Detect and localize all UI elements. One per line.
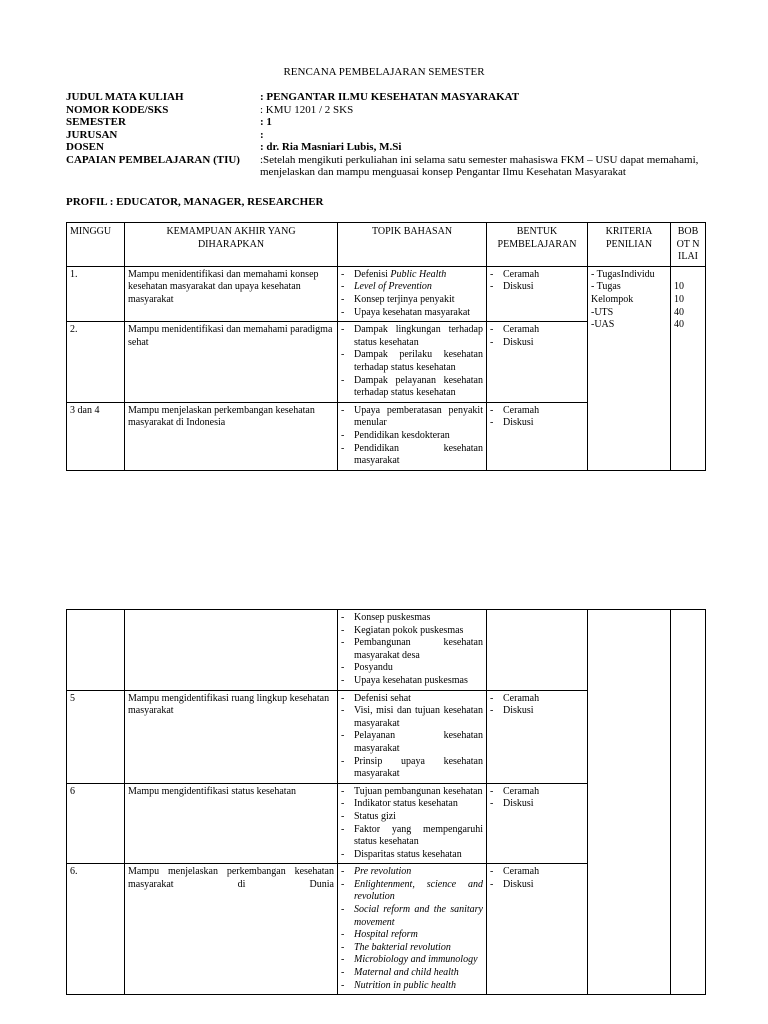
info-label: NOMOR KODE/SKS	[66, 103, 169, 116]
cell-kemampuan: Mampu menidentifikasi dan memahami konsep kesehatan masyarakat dan upaya kesehatan masyarakat	[125, 266, 338, 321]
topic-text: Defenisi sehat	[354, 692, 411, 704]
topic-item	[341, 866, 483, 879]
profile-line: PROFIL : EDUCATOR, MANAGER, RESEARCHER	[66, 196, 324, 208]
header-bobot: BOBOT NILAI	[671, 223, 706, 267]
learning-form-text: Ceramah	[503, 268, 540, 280]
topic-text: Dampak lingkungan terhadap status kesehatan	[354, 324, 483, 348]
learning-form-text: Diskusi	[503, 878, 534, 890]
topic-text: Konsep terjinya penyakit	[354, 293, 455, 305]
cell-topik	[338, 610, 487, 691]
table-row	[67, 610, 706, 691]
topic-item	[341, 349, 483, 374]
cell-minggu: 2.	[67, 322, 125, 403]
topic-item	[341, 625, 483, 638]
topic-text: Status gizi	[354, 810, 396, 822]
topic-item	[341, 294, 483, 307]
learning-form-item	[490, 281, 584, 294]
cell-topik	[338, 690, 487, 783]
info-label: DOSEN	[66, 141, 104, 153]
info-row	[66, 141, 716, 154]
topic-text: Upaya kesehatan puskesmas	[354, 674, 468, 686]
cell-bentuk	[487, 690, 588, 783]
cell-bentuk	[487, 322, 588, 403]
cell-minggu	[67, 610, 125, 691]
dash: -	[490, 705, 494, 717]
topic-italic: Microbiology and immunology	[354, 954, 478, 966]
topic-item	[341, 637, 483, 662]
topic-item	[341, 324, 483, 349]
dash: -	[490, 692, 494, 704]
info-value: : PENGANTAR ILMU KESEHATAN MASYARAKAT	[260, 91, 520, 103]
info-value: :	[260, 128, 264, 141]
topic-item	[341, 798, 483, 811]
cell-minggu: 5	[67, 690, 125, 783]
cell-topik	[338, 266, 487, 321]
cell-minggu: 6	[67, 783, 125, 864]
topic-item	[341, 675, 483, 688]
learning-form-item	[490, 866, 584, 879]
learning-form-list	[490, 786, 584, 811]
cell-minggu: 3 dan 4	[67, 402, 125, 470]
topic-text: Pembangunan kesehatan masyarakat desa	[354, 637, 483, 661]
learning-form-text: Ceramah	[503, 324, 540, 336]
topic-list	[341, 693, 483, 781]
topic-text: Pelayanan kesehatan masyarakat	[354, 730, 483, 754]
criteria-weight: 10	[674, 293, 684, 305]
cell-topik	[338, 322, 487, 403]
cell-topik	[338, 864, 487, 995]
dash: -	[490, 785, 494, 797]
topic-item	[341, 612, 483, 625]
dash: -	[490, 336, 494, 348]
learning-form-item	[490, 417, 584, 430]
learning-form-item	[490, 693, 584, 706]
topic-text: Pendidikan kesehatan masyarakat	[354, 442, 483, 467]
topic-text: Posyandu	[354, 662, 393, 674]
cell-topik	[338, 402, 487, 470]
topic-italic: Nutrition in public health	[354, 979, 456, 991]
cell-minggu: 1.	[67, 266, 125, 321]
topic-item	[341, 929, 483, 942]
topic-item	[341, 693, 483, 706]
criteria-weight: 10	[674, 281, 684, 293]
learning-form-text: Diskusi	[503, 336, 534, 348]
header-kriteria: KRITERIA PENILIAN	[588, 223, 671, 267]
info-label: SEMESTER	[66, 116, 126, 128]
topic-item	[341, 405, 483, 430]
topic-list	[341, 866, 483, 992]
info-label: JURUSAN	[66, 128, 118, 141]
learning-form-item	[490, 786, 584, 799]
cell-bobot	[671, 266, 706, 470]
topic-text: Dampak pelayanan kesehatan terhadap status kesehatan	[354, 374, 483, 399]
course-info	[66, 91, 716, 179]
dash: -	[490, 404, 494, 416]
topic-item	[341, 730, 483, 755]
topic-text: Tujuan pembangunan kesehatan	[354, 785, 483, 797]
cell-bentuk	[487, 864, 588, 995]
header-topik: TOPIK BAHASAN	[338, 223, 487, 267]
learning-form-item	[490, 798, 584, 811]
topic-text: Pendidikan kesdokteran	[354, 429, 450, 441]
topic-item	[341, 824, 483, 849]
topic-item	[341, 443, 483, 468]
rps-table-part-1	[66, 222, 706, 471]
learning-form-list	[490, 269, 584, 294]
dash: -	[490, 281, 494, 293]
cell-kriteria	[588, 266, 671, 470]
learning-form-list	[490, 405, 584, 430]
topic-item	[341, 375, 483, 400]
topic-item	[341, 904, 483, 929]
cell-bentuk	[487, 783, 588, 864]
topic-item	[341, 811, 483, 824]
topic-italic: Pre revolution	[354, 866, 412, 878]
topic-text: Upaya pemberatasan penyakit menular	[354, 404, 483, 429]
cell-bentuk	[487, 266, 588, 321]
topic-text: Konsep puskesmas	[354, 612, 431, 623]
topic-text: Faktor yang mempengaruhi status kesehatan	[354, 823, 483, 848]
learning-form-text: Diskusi	[503, 281, 534, 293]
topic-item	[341, 269, 483, 282]
cell-kemampuan	[125, 610, 338, 691]
topic-item	[341, 980, 483, 993]
cell-bentuk	[487, 610, 588, 691]
learning-form-text: Ceramah	[503, 866, 540, 878]
topic-text: Defenisi	[354, 268, 391, 280]
topic-text: Prinsip upaya kesehatan masyarakat	[354, 755, 483, 780]
dash: -	[490, 866, 494, 878]
learning-form-item	[490, 337, 584, 350]
info-label: CAPAIAN PEMBELAJARAN (TIU)	[66, 153, 240, 166]
topic-item	[341, 942, 483, 955]
cell-kriteria	[588, 610, 671, 995]
info-row	[66, 154, 716, 179]
info-row	[66, 116, 716, 129]
document-title: RENCANA PEMBELAJARAN SEMESTER	[283, 66, 485, 78]
cell-kemampuan: Mampu menjelaskan perkembangan kesehatan masyarakat di Dunia	[125, 864, 338, 995]
cell-kemampuan: Mampu menidentifikasi dan memahami paradigma sehat	[125, 322, 338, 403]
topic-italic: Public Health	[390, 268, 447, 280]
header-kemampuan: KEMAMPUAN AKHIR YANG DIHARAPKAN	[125, 223, 338, 267]
table-row	[67, 266, 706, 321]
info-row	[66, 129, 716, 142]
cell-topik	[338, 783, 487, 864]
learning-form-item	[490, 405, 584, 418]
topic-list	[341, 612, 483, 688]
learning-form-text: Diskusi	[503, 705, 534, 717]
cell-minggu: 6.	[67, 864, 125, 995]
topic-item	[341, 879, 483, 904]
topic-item	[341, 849, 483, 862]
info-label: JUDUL MATA KULIAH	[66, 91, 184, 103]
criteria-item: -UTS	[591, 306, 614, 318]
topic-text: Visi, misi dan tujuan kesehatan masyarakat	[354, 705, 483, 729]
info-value: : 1	[260, 116, 272, 128]
dash: -	[490, 878, 494, 890]
topic-item	[341, 967, 483, 980]
learning-form-text: Diskusi	[503, 417, 534, 429]
cell-bentuk	[487, 402, 588, 470]
topic-item	[341, 705, 483, 730]
header-bentuk: BENTUK PEMBELAJARAN	[487, 223, 588, 267]
dash: -	[490, 324, 494, 336]
topic-item	[341, 430, 483, 443]
topic-italic: Social reform and the sanitary movement	[354, 904, 483, 928]
learning-form-list	[490, 324, 584, 349]
cell-kemampuan: Mampu mengidentifikasi status kesehatan	[125, 783, 338, 864]
topic-italic: Enlightenment, science and revolution	[354, 878, 483, 903]
dash: -	[490, 268, 494, 280]
topic-text: Dampak perilaku kesehatan terhadap status kesehatan	[354, 349, 483, 373]
criteria-item: -UAS	[591, 319, 615, 331]
topic-text: Indikator status kesehatan	[354, 798, 458, 810]
info-row	[66, 104, 716, 117]
topic-item	[341, 954, 483, 967]
topic-list	[341, 324, 483, 400]
learning-form-text: Ceramah	[503, 692, 540, 704]
topic-list	[341, 269, 483, 319]
topic-italic: Hospital reform	[354, 929, 418, 941]
header-minggu: MINGGU	[67, 223, 125, 267]
learning-form-item	[490, 324, 584, 337]
learning-form-list	[490, 866, 584, 891]
topic-text: Upaya kesehatan masyarakat	[354, 306, 471, 318]
learning-form-text: Ceramah	[503, 785, 540, 797]
topic-item	[341, 307, 483, 320]
topic-text: Kegiatan pokok puskesmas	[354, 624, 464, 636]
cell-kemampuan: Mampu menjelaskan perkembangan kesehatan masyarakat di Indonesia	[125, 402, 338, 470]
rps-table-part-2	[66, 609, 706, 995]
criteria-weight: 40	[674, 306, 684, 318]
dash: -	[490, 417, 494, 429]
criteria-item: Kelompok	[591, 293, 634, 305]
learning-form-item	[490, 269, 584, 282]
learning-form-list	[490, 693, 584, 718]
learning-form-item	[490, 705, 584, 718]
learning-form-text: Ceramah	[503, 404, 540, 416]
info-value: : dr. Ria Masniari Lubis, M.Si	[260, 141, 402, 153]
topic-item	[341, 281, 483, 294]
cell-bobot	[671, 610, 706, 995]
topic-italic: The bakterial revolution	[354, 941, 451, 953]
topic-list	[341, 786, 483, 862]
info-value: :Setelah mengikuti perkuliahan ini selama satu semester mahasiswa FKM – USU dapat memahami, menjelaskan dan mampu menguasai konsep Pengantar Ilmu Kesehatan Masyarakat	[260, 153, 699, 178]
topic-item	[341, 662, 483, 675]
learning-form-text: Diskusi	[503, 798, 534, 810]
topic-item	[341, 786, 483, 799]
criteria-item: - Tugas	[591, 281, 621, 293]
topic-item	[341, 756, 483, 781]
info-row	[66, 91, 716, 104]
topic-text: Disparitas status kesehatan	[354, 848, 462, 860]
info-value: : KMU 1201 / 2 SKS	[260, 103, 354, 116]
criteria-item: - TugasIndividu	[591, 268, 655, 280]
criteria-weight: 40	[674, 319, 684, 331]
topic-list	[341, 405, 483, 468]
topic-italic: Maternal and child health	[354, 967, 459, 979]
cell-kemampuan: Mampu mengidentifikasi ruang lingkup kesehatan masyarakat	[125, 690, 338, 783]
learning-form-item	[490, 879, 584, 892]
dash: -	[490, 798, 494, 810]
topic-italic: Level of Prevention	[354, 281, 432, 293]
